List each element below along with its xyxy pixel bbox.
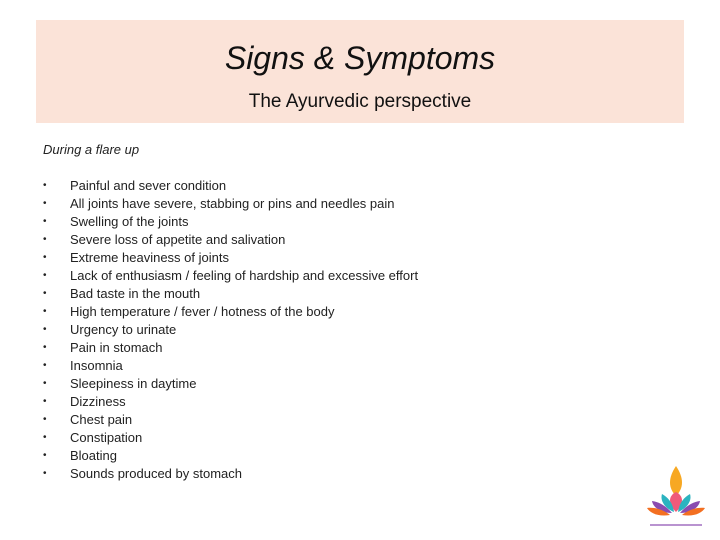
bullet-icon: • bbox=[43, 234, 47, 245]
symptom-text: Lack of enthusiasm / feeling of hardship and excessive effort bbox=[70, 268, 419, 283]
bullet-icon: • bbox=[43, 288, 47, 299]
bullet-icon: • bbox=[43, 432, 47, 443]
symptom-item bbox=[43, 393, 418, 411]
symptom-text: Extreme heaviness of joints bbox=[70, 250, 229, 265]
symptom-item bbox=[43, 375, 418, 393]
title-banner bbox=[36, 20, 684, 123]
symptom-text: Bad taste in the mouth bbox=[70, 286, 201, 301]
bullet-icon: • bbox=[43, 378, 47, 389]
page-title: Signs & Symptoms bbox=[224, 40, 496, 76]
intro-text: During a flare up bbox=[43, 142, 140, 157]
symptom-text: High temperature / fever / hotness of the body bbox=[70, 304, 335, 319]
symptom-item bbox=[43, 285, 418, 303]
symptom-item bbox=[43, 249, 418, 267]
bullet-icon: • bbox=[43, 306, 47, 317]
symptom-item bbox=[43, 213, 418, 231]
symptom-list bbox=[43, 177, 418, 483]
bullet-icon: • bbox=[43, 216, 47, 227]
lotus-flame-logo-icon bbox=[638, 462, 714, 538]
symptom-item bbox=[43, 411, 418, 429]
symptom-item bbox=[43, 429, 418, 447]
bullet-icon: • bbox=[43, 342, 47, 353]
symptom-item bbox=[43, 465, 418, 483]
symptom-text: Chest pain bbox=[70, 412, 133, 427]
bullet-icon: • bbox=[43, 252, 47, 263]
symptom-text: Bloating bbox=[70, 448, 117, 463]
symptom-text: Severe loss of appetite and salivation bbox=[70, 232, 286, 247]
bullet-icon: • bbox=[43, 324, 47, 335]
symptom-text: Urgency to urinate bbox=[70, 322, 177, 337]
bullet-icon: • bbox=[43, 360, 47, 371]
symptom-item bbox=[43, 321, 418, 339]
symptom-item bbox=[43, 357, 418, 375]
bullet-icon: • bbox=[43, 450, 47, 461]
symptom-text: All joints have severe, stabbing or pins and needles pain bbox=[70, 196, 395, 211]
symptom-text: Swelling of the joints bbox=[70, 214, 189, 229]
symptom-item bbox=[43, 447, 418, 465]
symptom-text: Insomnia bbox=[70, 358, 123, 373]
symptom-item bbox=[43, 303, 418, 321]
symptom-text: Sleepiness in daytime bbox=[70, 376, 197, 391]
symptom-item bbox=[43, 195, 418, 213]
bullet-icon: • bbox=[43, 414, 47, 425]
bullet-icon: • bbox=[43, 270, 47, 281]
symptom-text: Pain in stomach bbox=[70, 340, 163, 355]
symptom-text: Dizziness bbox=[70, 394, 126, 409]
page-subtitle: The Ayurvedic perspective bbox=[248, 91, 472, 112]
symptom-text: Painful and sever condition bbox=[70, 178, 227, 193]
symptom-item bbox=[43, 267, 418, 285]
symptom-item bbox=[43, 339, 418, 357]
bullet-icon: • bbox=[43, 198, 47, 209]
symptom-item bbox=[43, 231, 418, 249]
bullet-icon: • bbox=[43, 396, 47, 407]
bullet-icon: • bbox=[43, 468, 47, 479]
symptom-item bbox=[43, 177, 418, 195]
symptom-text: Constipation bbox=[70, 430, 143, 445]
bullet-icon: • bbox=[43, 180, 47, 191]
symptom-text: Sounds produced by stomach bbox=[70, 466, 242, 481]
